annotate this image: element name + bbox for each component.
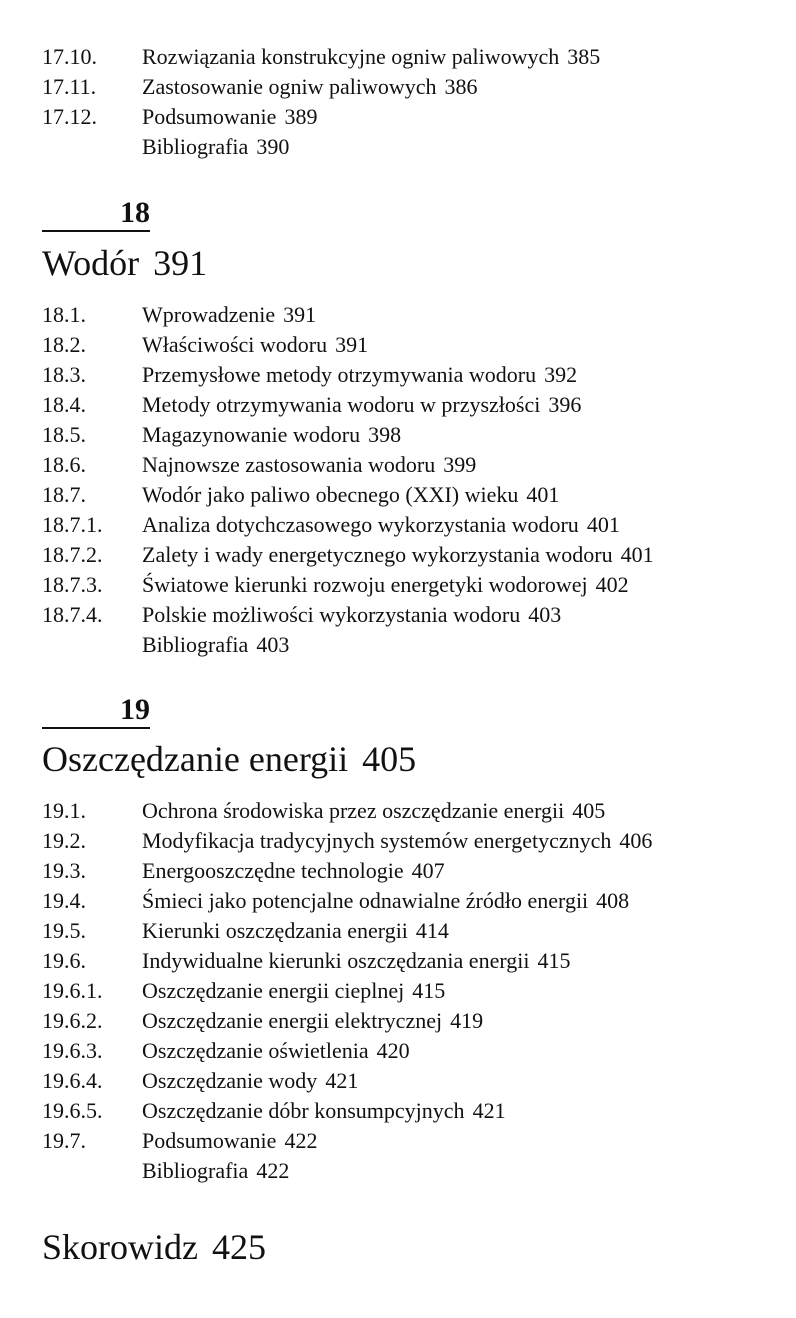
chapter-number: 19 [42, 693, 150, 729]
toc-entry [42, 420, 782, 450]
entry-number: 19.3. [42, 858, 86, 883]
entry-title: Śmieci jako potencjalne odnawialne źródło energii [142, 888, 589, 913]
entry-page: 398 [368, 422, 402, 447]
chapter-heading [42, 242, 207, 284]
entry-title: Podsumowanie [142, 1128, 277, 1153]
entry-number: 19.4. [42, 888, 86, 913]
entry-number: 19.6. [42, 948, 86, 973]
entry-title: Zastosowanie ogniw paliwowych [142, 74, 437, 99]
entry-number: 19.6.1. [42, 978, 103, 1003]
toc-entry [42, 72, 782, 102]
entry-page: 385 [567, 44, 601, 69]
entry-title: Bibliografia [142, 134, 249, 159]
entry-title: Bibliografia [142, 1158, 249, 1183]
toc-entry [42, 132, 782, 162]
chapter-17-entries [42, 42, 782, 162]
entry-page: 406 [619, 828, 653, 853]
entry-title: Wodór jako paliwo obecnego (XXI) wieku [142, 482, 519, 507]
toc-entry [42, 450, 782, 480]
toc-entry [42, 42, 782, 72]
entry-page: 392 [544, 362, 578, 387]
entry-page: 402 [595, 572, 629, 597]
entry-title: Podsumowanie [142, 104, 277, 129]
entry-title: Przemysłowe metody otrzymywania wodoru [142, 362, 537, 387]
chapter-title: Wodór [42, 243, 140, 283]
entry-title: Oszczędzanie dóbr konsumpcyjnych [142, 1098, 465, 1123]
entry-page: 407 [411, 858, 445, 883]
toc-entry [42, 1156, 782, 1186]
toc-entry [42, 480, 782, 510]
entry-page: 399 [443, 452, 477, 477]
chapter-title: Oszczędzanie energii [42, 739, 349, 779]
entry-number: 18.6. [42, 452, 86, 477]
entry-number: 19.2. [42, 828, 86, 853]
entry-number: 18.7.3. [42, 572, 103, 597]
entry-number: 18.3. [42, 362, 86, 387]
entry-page: 403 [528, 602, 562, 627]
entry-number: 18.7.2. [42, 542, 103, 567]
entry-title: Oszczędzanie energii cieplnej [142, 978, 405, 1003]
toc-entry [42, 390, 782, 420]
index-heading [42, 1226, 266, 1268]
entry-title: Rozwiązania konstrukcyjne ogniw paliwowych [142, 44, 560, 69]
toc-entry [42, 886, 782, 916]
chapter-page: 391 [153, 243, 208, 283]
entry-title: Wprowadzenie [142, 302, 276, 327]
entry-page: 419 [450, 1008, 484, 1033]
entry-title: Polskie możliwości wykorzystania wodoru [142, 602, 521, 627]
index-title: Skorowidz [42, 1227, 198, 1267]
entry-page: 408 [596, 888, 630, 913]
entry-page: 396 [548, 392, 582, 417]
entry-title: Energooszczędne technologie [142, 858, 404, 883]
entry-page: 391 [335, 332, 369, 357]
entry-title: Oszczędzanie energii elektrycznej [142, 1008, 443, 1033]
entry-number: 19.6.4. [42, 1068, 103, 1093]
chapter-18-entries [42, 300, 782, 660]
entry-page: 420 [376, 1038, 410, 1063]
entry-title: Najnowsze zastosowania wodoru [142, 452, 436, 477]
toc-entry [42, 570, 782, 600]
toc-entry [42, 1006, 782, 1036]
entry-title: Bibliografia [142, 632, 249, 657]
entry-title: Metody otrzymywania wodoru w przyszłości [142, 392, 541, 417]
entry-number: 17.11. [42, 74, 97, 99]
entry-title: Oszczędzanie oświetlenia [142, 1038, 369, 1063]
entry-number: 18.7.4. [42, 602, 103, 627]
chapter-heading [42, 738, 416, 780]
toc-entry [42, 916, 782, 946]
entry-page: 405 [572, 798, 606, 823]
entry-number: 19.6.3. [42, 1038, 103, 1063]
toc-entry [42, 796, 782, 826]
entry-number: 18.4. [42, 392, 86, 417]
entry-number: 18.5. [42, 422, 86, 447]
entry-number: 18.2. [42, 332, 86, 357]
toc-entry [42, 826, 782, 856]
toc-entry [42, 540, 782, 570]
entry-page: 401 [586, 512, 620, 537]
entry-page: 401 [526, 482, 560, 507]
entry-number: 19.6.2. [42, 1008, 103, 1033]
chapter-19-entries [42, 796, 782, 1186]
entry-page: 414 [415, 918, 449, 943]
toc-entry [42, 1126, 782, 1156]
entry-number: 19.6.5. [42, 1098, 103, 1123]
entry-title: Kierunki oszczędzania energii [142, 918, 408, 943]
entry-title: Ochrona środowiska przez oszczędzanie energii [142, 798, 565, 823]
entry-title: Magazynowanie wodoru [142, 422, 361, 447]
entry-page: 421 [325, 1068, 359, 1093]
index-page: 425 [212, 1227, 266, 1267]
entry-number: 18.7. [42, 482, 86, 507]
entry-page: 422 [284, 1128, 318, 1153]
entry-title: Indywidualne kierunki oszczędzania energii [142, 948, 530, 973]
entry-page: 389 [284, 104, 318, 129]
entry-title: Światowe kierunki rozwoju energetyki wodorowej [142, 572, 588, 597]
toc-entry [42, 300, 782, 330]
entry-page: 403 [256, 632, 290, 657]
entry-number: 19.7. [42, 1128, 86, 1153]
toc-entry [42, 330, 782, 360]
entry-page: 386 [444, 74, 478, 99]
toc-entry [42, 946, 782, 976]
entry-number: 18.7.1. [42, 512, 103, 537]
toc-entry [42, 600, 782, 630]
entry-title: Oszczędzanie wody [142, 1068, 318, 1093]
entry-number: 18.1. [42, 302, 86, 327]
toc-entry [42, 360, 782, 390]
toc-entry [42, 1096, 782, 1126]
entry-title: Zalety i wady energetycznego wykorzystania wodoru [142, 542, 613, 567]
entry-number: 17.10. [42, 44, 97, 69]
entry-title: Modyfikacja tradycyjnych systemów energetycznych [142, 828, 612, 853]
entry-number: 17.12. [42, 104, 97, 129]
chapter-number: 18 [42, 196, 150, 232]
chapter-page: 405 [362, 739, 417, 779]
entry-page: 391 [283, 302, 317, 327]
entry-number: 19.1. [42, 798, 86, 823]
toc-entry [42, 630, 782, 660]
entry-page: 415 [412, 978, 446, 1003]
entry-page: 401 [620, 542, 654, 567]
toc-entry [42, 856, 782, 886]
entry-page: 422 [256, 1158, 290, 1183]
entry-title: Właściwości wodoru [142, 332, 328, 357]
toc-entry [42, 1036, 782, 1066]
entry-page: 421 [472, 1098, 506, 1123]
entry-title: Analiza dotychczasowego wykorzystania wodoru [142, 512, 579, 537]
toc-entry [42, 1066, 782, 1096]
entry-page: 390 [256, 134, 290, 159]
toc-entry [42, 510, 782, 540]
toc-entry [42, 976, 782, 1006]
toc-entry [42, 102, 782, 132]
entry-page: 415 [537, 948, 571, 973]
entry-number: 19.5. [42, 918, 86, 943]
